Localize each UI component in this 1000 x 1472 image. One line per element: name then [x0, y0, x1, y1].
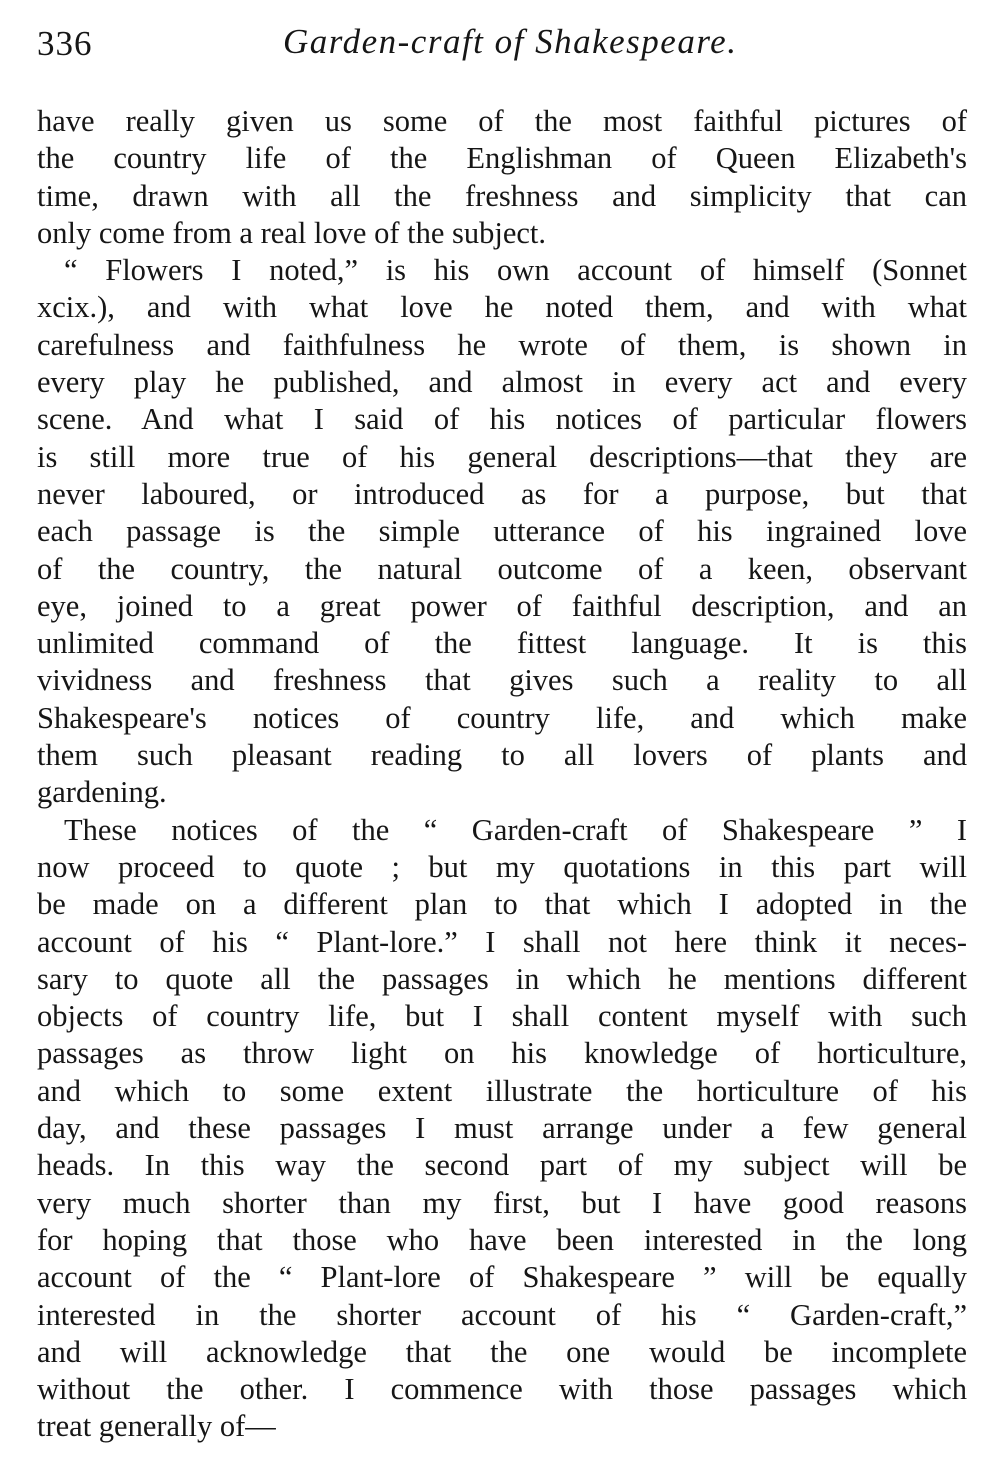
text-line: account of the “ Plant-lore of Shakespeare ” will be equally — [37, 1260, 967, 1295]
page-header — [37, 18, 967, 80]
text-line: only come from a real love of the subject. — [37, 215, 546, 250]
text-line: for hoping that those who have been interested in the long — [37, 1222, 967, 1257]
text-line: every play he published, and almost in every act and every — [37, 365, 967, 400]
book-page — [37, 18, 967, 1446]
text-line: without the other. I commence with those passages which — [37, 1372, 967, 1407]
text-line: them such pleasant reading to all lovers of plants and — [37, 738, 967, 773]
text-line: very much shorter than my first, but I have good reasons — [37, 1185, 967, 1220]
text-line: each passage is the simple utterance of his ingrained love — [37, 514, 967, 549]
text-line: sary to quote all the passages in which he mentions different — [37, 961, 967, 996]
running-title: Garden-craft of Shakespeare. — [283, 22, 738, 61]
text-line: carefulness and faithfulness he wrote of them, is shown in — [37, 327, 967, 362]
text-line: These notices of the “ Garden-craft of Shakespeare ” I — [64, 812, 967, 847]
text-line: day, and these passages I must arrange under a few general — [37, 1111, 967, 1146]
text-line: and will acknowledge that the one would be incomplete — [37, 1334, 967, 1369]
text-line: heads. In this way the second part of my subject will be — [37, 1148, 967, 1183]
page-number: 336 — [37, 24, 93, 63]
text-line: time, drawn with all the freshness and simplicity that can — [37, 178, 967, 213]
body-text — [37, 103, 967, 1446]
text-line: the country life of the Englishman of Queen Elizabeth's — [37, 141, 967, 176]
text-line: eye, joined to a great power of faithful description, and an — [37, 588, 967, 623]
text-line: have really given us some of the most faithful pictures of — [37, 104, 967, 138]
text-line: now proceed to quote ; but my quotations in this part will — [37, 849, 967, 884]
text-line: never laboured, or introduced as for a purpose, but that — [37, 476, 967, 511]
text-line: Shakespeare's notices of country life, and which make — [37, 700, 967, 735]
text-line: scene. And what I said of his notices of particular flowers — [37, 402, 967, 437]
text-line: unlimited command of the fittest language. It is this — [37, 626, 967, 661]
text-line: be made on a different plan to that which I adopted in the — [37, 887, 967, 922]
text-line: and which to some extent illustrate the horticulture of his — [37, 1073, 967, 1108]
text-line: interested in the shorter account of his “ Garden-craft,” — [37, 1297, 967, 1332]
text-line: vividness and freshness that gives such a reality to all — [37, 663, 967, 698]
text-line: objects of country life, but I shall content myself with such — [37, 999, 967, 1034]
text-line: of the country, the natural outcome of a keen, observant — [37, 551, 967, 586]
text-line: passages as throw light on his knowledge of horticulture, — [37, 1036, 967, 1071]
text-line: “ Flowers I noted,” is his own account of himself (Sonnet — [64, 253, 967, 288]
text-line: treat generally of— — [37, 1409, 276, 1444]
text-line: xcix.), and with what love he noted them, and with what — [37, 290, 967, 325]
text-line: account of his “ Plant-lore.” I shall not here think it neces- — [37, 924, 967, 959]
text-line: is still more true of his general descriptions—that they are — [37, 439, 967, 474]
text-line: gardening. — [37, 775, 167, 810]
